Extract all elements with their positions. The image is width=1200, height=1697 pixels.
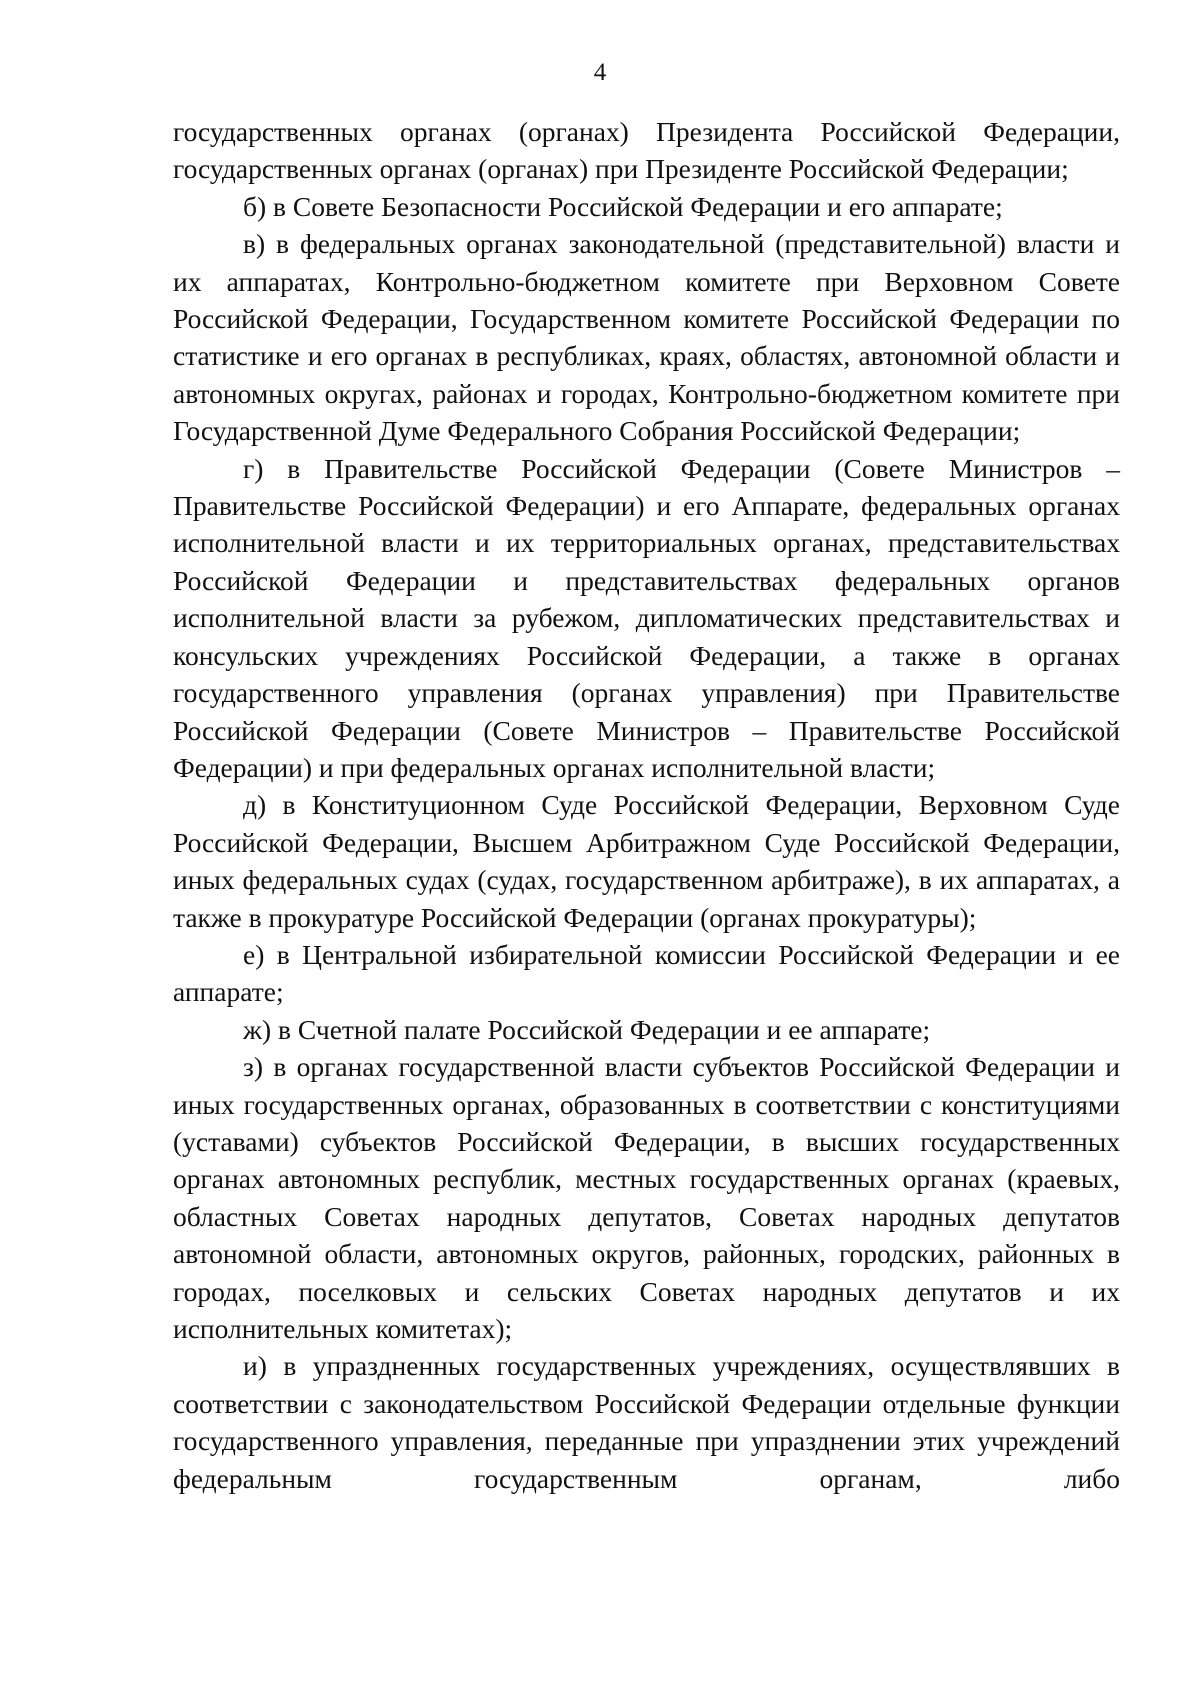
paragraph-item-g: г) в Правительстве Российской Федерации (Совете Министров – Правительстве Российской Федерации) и его Аппарате, федеральных органах исполнительной власти и их территориальных органах, представительствах Российской Федерации и представительствах федеральных органов исполнительной власти за рубежом, дипломатических представительствах и консульских учреждениях Российской Федерации, а также в органах государственного управления (органах управления) при Правительстве Российской Федерации (Совете Министров – Правительстве Российской Федерации) и при федеральных органах исполнительной власти; xyxy=(173,452,1120,783)
page-number: 4 xyxy=(593,59,607,86)
paragraph-item-zh: ж) в Счетной палате Российской Федерации и ее аппарате; xyxy=(243,1013,931,1045)
paragraph-item-d: д) в Конституционном Суде Российской Федерации, Верховном Суде Российской Федерации, Высшем Арбитражном Суде Российской Федерации, иных федеральных судах (судах, государственном арбитраже), в их аппаратах, а также в прокуратуре Российской Федерации (органах прокуратуры); xyxy=(173,789,1120,933)
paragraph-item-z: з) в органах государственной власти субъектов Российской Федерации и иных государственных органах, образованных в соответствии с конституциями (уставами) субъектов Российской Федерации, в высших государственных органах автономных республик, местных государственных органах (краевых, областных Советах народных депутатов, Советах народных депутатов автономной области, автономных округов, районных, городских, районных в городах, поселковых и сельских Советах народных депутатов и их исполнительных комитетах); xyxy=(173,1051,1120,1344)
paragraph-continuation: государственных органах (органах) Президента Российской Федерации, государственных органах (органах) при Президенте Российской Федерации; xyxy=(173,116,1120,185)
paragraph-item-e: е) в Центральной избирательной комиссии Российской Федерации и ее аппарате; xyxy=(173,938,1120,1008)
paragraph-item-b: б) в Совете Безопасности Российской Федерации и его аппарате; xyxy=(243,190,1003,222)
document-body xyxy=(173,113,1120,1497)
paragraph-item-i: и) в упраздненных государственных учреждениях, осуществлявших в соответствии с законодательством Российской Федерации отдельные функции государственного управления, переданные при упразднении этих учреждений федеральным государственным органам, либо xyxy=(173,1350,1120,1494)
paragraph-item-v: в) в федеральных органах законодательной (представительной) власти и их аппаратах, Контрольно-бюджетном комитете при Верховном Совете Российской Федерации, Государственном комитете Российской Федерации по статистике и его органах в республиках, краях, областях, автономной области и автономных округах, районах и городах, Контрольно-бюджетном комитете при Государственной Думе Федерального Собрания Российской Федерации; xyxy=(173,228,1120,447)
